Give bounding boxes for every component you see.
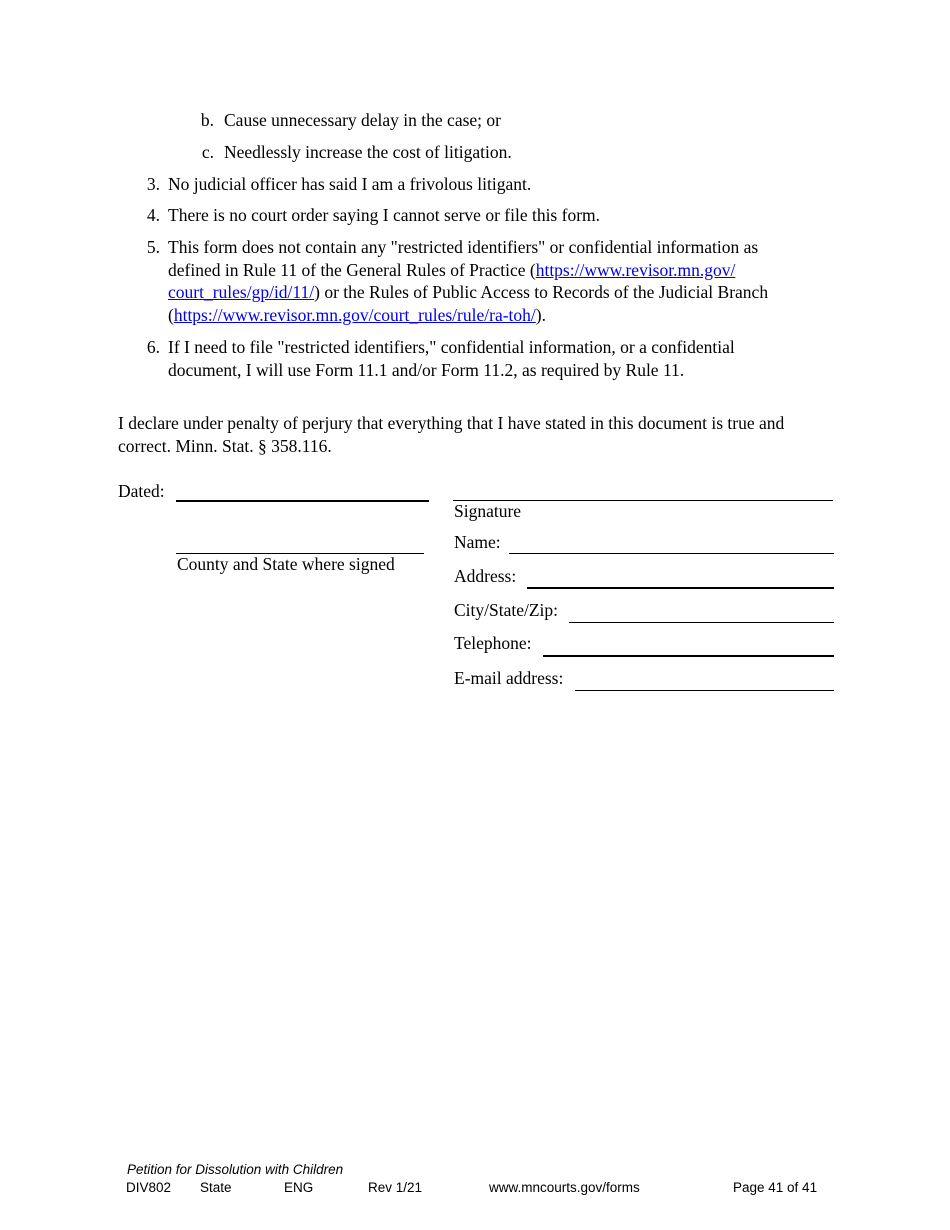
rule-11-link[interactable]: https://www.revisor.mn.gov/ xyxy=(535,259,736,280)
item-5-line-4-close: ). xyxy=(535,304,546,325)
dated-label: Dated: xyxy=(118,481,165,501)
public-access-rules-link[interactable]: https://www.revisor.mn.gov/court_rules/rule/ra-toh/ xyxy=(173,304,536,325)
item-5-line-4 xyxy=(168,304,768,327)
item-5-line-2-text: defined in Rule 11 of the General Rules of Practice ( xyxy=(168,259,536,280)
email-label: E-mail address: xyxy=(454,668,564,688)
item-6-line-1: If I need to file "restricted identifiers," confidential information, or a confidential xyxy=(168,337,735,357)
item-3-text: No judicial officer has said I am a frivolous litigant. xyxy=(168,174,532,194)
item-marker-3: 3. xyxy=(146,174,160,194)
sub-item-marker-b: b. xyxy=(200,110,214,130)
sub-item-marker-c: c. xyxy=(201,142,214,162)
sub-item-c-text: Needlessly increase the cost of litigation. xyxy=(224,142,512,162)
signature-label: Signature xyxy=(454,501,522,521)
item-4-text: There is no court order saying I cannot serve or file this form. xyxy=(168,205,601,225)
footer-form-title: Petition for Dissolution with Children xyxy=(127,1162,344,1177)
item-5-line-1: This form does not contain any "restricted identifiers" or confidential information as xyxy=(168,237,759,257)
email-field-line[interactable] xyxy=(575,690,834,691)
footer-revision: Rev 1/21 xyxy=(368,1180,423,1195)
footer-language: ENG xyxy=(284,1180,314,1195)
item-marker-4: 4. xyxy=(146,205,160,225)
name-label: Name: xyxy=(454,532,501,552)
footer-url: www.mncourts.gov/forms xyxy=(489,1180,640,1195)
county-state-label: County and State where signed xyxy=(177,554,395,574)
item-marker-5: 5. xyxy=(146,237,160,257)
item-6-line-2: document, I will use Form 11.1 and/or Form 11.2, as required by Rule 11. xyxy=(168,359,685,380)
sub-item-b-text: Cause unnecessary delay in the case; or xyxy=(224,110,501,130)
telephone-label: Telephone: xyxy=(454,633,532,653)
address-label: Address: xyxy=(454,566,517,586)
item-marker-6: 6. xyxy=(146,337,160,357)
item-6-text xyxy=(168,336,735,381)
footer-jurisdiction: State xyxy=(200,1180,232,1195)
footer-form-code: DIV802 xyxy=(126,1180,172,1195)
city-state-zip-label: City/State/Zip: xyxy=(454,600,559,620)
telephone-field-line[interactable] xyxy=(543,655,834,657)
item-5-line-4-open: ( xyxy=(168,304,174,325)
dated-field-line[interactable] xyxy=(176,500,429,502)
address-field-line[interactable] xyxy=(527,587,834,589)
item-5-line-2 xyxy=(168,259,768,282)
perjury-declaration xyxy=(118,412,784,457)
footer-page-number: Page 41 of 41 xyxy=(733,1180,818,1195)
item-5-line-3 xyxy=(168,281,768,304)
name-field-line[interactable] xyxy=(509,553,834,554)
item-5-text xyxy=(168,236,768,326)
item-5-line-3-text: ) or the Rules of Public Access to Records of the Judicial Branch xyxy=(314,282,769,302)
declaration-line-2: correct. Minn. Stat. § 358.116. xyxy=(118,435,332,456)
rule-11-link-continued[interactable]: court_rules/gp/id/11/ xyxy=(168,282,315,302)
city-state-zip-field-line[interactable] xyxy=(569,622,834,623)
declaration-line-1: I declare under penalty of perjury that everything that I have stated in this document is true and xyxy=(118,413,785,433)
